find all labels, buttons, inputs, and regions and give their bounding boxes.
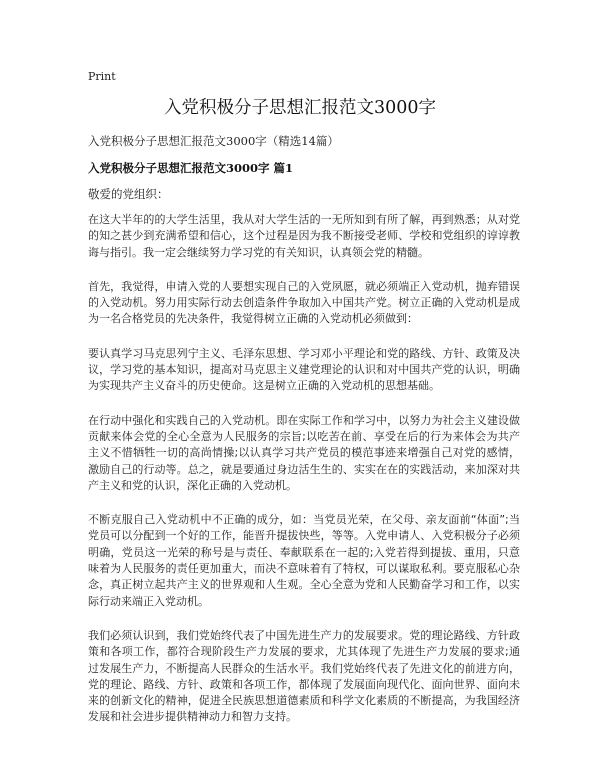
paragraph: 不断克服自己入党动机中不正确的成分，如：当党员光荣，在父母、亲友面前“体面”;当党员可以分配到一个好的工作，能晋升提拔快些，等等。入党申请人、入党积极分子必须明确，党员这一光荣的称号是与责任、奉献联系在一起的;入党若得到提拔、重用，只意味着为人民服务的责任更加重大，而决不意味着有了特权，可以谋取私利。要克服私心杂念，真正树立起共产主义的世界观和人生观。全心全意为党和人民勤奋学习和工作，以实际行动来端正入党动机。 bbox=[88, 513, 520, 608]
paragraph: 要认真学习马克思列宁主义、毛泽东思想、学习邓小平理论和党的路线、方针、政策及决议，学习党的基本知识，提高对马克思主义建党理论的认识和对中国共产党的认识，明确为实现共产主义奋斗的历史使命。这是树立正确的入党动机的思想基础。 bbox=[88, 346, 520, 393]
paragraph: 我们必须认识到，我们党始终代表了中国先进生产力的发展要求。党的理论路线、方针政策和各项工作，都符合现阶段生产力发展的要求，尤其体现了先进生产力发展的要求;通过发展生产力，不断提高人民群众的生活水平。我们党始终代表了先进文化的前进方向，党的理论、路线、方针、政策和各项工作，都体现了发展面向现代化、面向世界、面向未来的创新文化的精神，促进全民族思想道德素质和科学文化素质的不断提高，为我国经济发展和社会进步提供精神动力和智力支持。 bbox=[88, 628, 520, 724]
paragraph: 在这大半年的的大学生活里，我从对大学生活的一无所知到有所了解，再到熟悉；从对党的知之甚少到充满希望和信心，这个过程是因为我不断接受老师、学校和党组织的谆谆教诲与指引。我一定会继续努力学习党的有关知识，认真领会党的精髓。 bbox=[88, 213, 520, 259]
print-link[interactable]: Print bbox=[88, 70, 116, 83]
document-title: 入党积极分子思想汇报范文3000字 bbox=[163, 98, 437, 118]
section-heading: 入党积极分子思想汇报范文3000字 篇1 bbox=[88, 161, 294, 175]
paragraph: 首先，我觉得，申请入党的人要想实现自己的入党夙愿，就必须端正入党动机，抛弃错误的入党动机。努力用实际行动去创造条件争取加入中国共产党。树立正确的入党动机是成为一名合格党员的先决条件，我觉得树立正确的入党动机必须做到： bbox=[88, 279, 520, 326]
document-subtitle: 入党积极分子思想汇报范文3000字（精选14篇） bbox=[88, 134, 339, 148]
paragraph: 在行动中强化和实践自己的入党动机。即在实际工作和学习中，以努力为社会主义建设做贡献来体会党的全心全意为人民服务的宗旨;以吃苦在前、享受在后的行为来体会为共产主义不惜牺牲一切的高尚情操;以认真学习共产党员的模范事迹来增强自己对党的感情，激励自己的行动等。总之，就是要通过身边活生生的、实实在在的实践活动，来加深对共产主义和党的认识，深化正确的入党动机。 bbox=[88, 413, 520, 492]
body-text bbox=[88, 212, 520, 744]
salutation: 敬爱的党组织： bbox=[88, 187, 169, 201]
